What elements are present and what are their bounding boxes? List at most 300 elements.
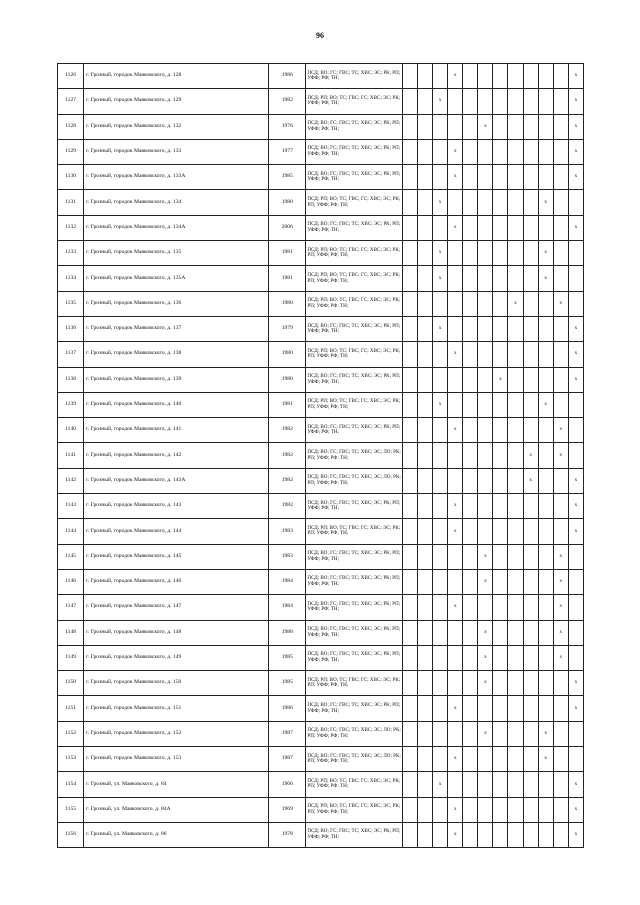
mark-cell: [493, 544, 508, 569]
table-row: [58, 797, 584, 822]
mark-cell: [538, 494, 553, 519]
mark-cell: [553, 367, 568, 392]
mark-cell: [493, 671, 508, 696]
mark-cell: [553, 139, 568, 164]
address-cell: г. Грозный, городок Маяковского, д. 151: [84, 696, 269, 721]
mark-cell: [478, 367, 493, 392]
mark-cell: [463, 772, 478, 797]
work-codes-cell: ПСД; ВО; ГС; ГВС; ТС; ХВС; ЭС; РК; РП; УФФ; РФ; ТН;: [306, 645, 403, 670]
table-row: [58, 494, 584, 519]
housing-register-table: [57, 63, 584, 848]
mark-cell: [433, 494, 448, 519]
row-number-cell: 1135: [58, 291, 84, 316]
mark-cell: [418, 241, 433, 266]
mark-cell: x: [523, 468, 538, 493]
mark-cell: [493, 114, 508, 139]
mark-cell: [508, 64, 523, 89]
mark-cell: x: [493, 367, 508, 392]
mark-cell: [448, 190, 463, 215]
mark-cell: x: [508, 291, 523, 316]
mark-cell: [478, 291, 493, 316]
mark-cell: [538, 620, 553, 645]
mark-cell: [478, 519, 493, 544]
mark-cell: [478, 443, 493, 468]
table-row: [58, 569, 584, 594]
mark-cell: [402, 822, 417, 847]
mark-cell: [523, 215, 538, 240]
mark-cell: [402, 544, 417, 569]
page-number: 96: [316, 31, 324, 40]
mark-cell: [508, 620, 523, 645]
mark-cell: [448, 266, 463, 291]
address-cell: г. Грозный, городок Маяковского, д. 145: [84, 544, 269, 569]
table-row: [58, 367, 584, 392]
mark-cell: [418, 114, 433, 139]
mark-cell: x: [433, 190, 448, 215]
mark-cell: [478, 241, 493, 266]
mark-cell: [433, 342, 448, 367]
table-row: [58, 772, 584, 797]
mark-cell: [433, 747, 448, 772]
work-codes-cell: ПСД; РП; ВО; ТС; ГВС; ГС; ХВС; ЭС; РК; РП; УФФ; РФ; ТН;: [306, 772, 403, 797]
address-cell: г. Грозный, городок Маяковского, д. 153: [84, 747, 269, 772]
table-row: [58, 645, 584, 670]
mark-cell: [402, 241, 417, 266]
work-codes-cell: ПСД; РП; ВО; ТС; ГВС; ГС; ХВС; ЭС; РК; РП; УФФ; РФ; ТН;: [306, 241, 403, 266]
mark-cell: [493, 620, 508, 645]
mark-cell: [418, 747, 433, 772]
mark-cell: [508, 747, 523, 772]
mark-cell: [523, 367, 538, 392]
year-cell: 1986: [269, 696, 306, 721]
table-row: [58, 544, 584, 569]
mark-cell: [523, 392, 538, 417]
mark-cell: [508, 797, 523, 822]
mark-cell: [418, 721, 433, 746]
mark-cell: [493, 721, 508, 746]
work-codes-cell: ПСД; ВО; ГС; ГВС; ТС; ХВС; ЭС; РК; РП; УФФ; РФ; ТН;: [306, 620, 403, 645]
year-cell: 1982: [269, 468, 306, 493]
mark-cell: x: [448, 696, 463, 721]
row-number-cell: 1136: [58, 316, 84, 341]
address-cell: г. Грозный, городок Маяковского, д. 132: [84, 114, 269, 139]
year-cell: 1980: [269, 342, 306, 367]
table-row: [58, 241, 584, 266]
mark-cell: [508, 494, 523, 519]
mark-cell: [402, 595, 417, 620]
mark-cell: [493, 797, 508, 822]
mark-cell: [463, 721, 478, 746]
mark-cell: [478, 822, 493, 847]
mark-cell: [478, 266, 493, 291]
mark-cell: x: [568, 468, 583, 493]
mark-cell: x: [478, 645, 493, 670]
row-number-cell: 1131: [58, 190, 84, 215]
mark-cell: [493, 64, 508, 89]
year-cell: 1982: [269, 89, 306, 114]
mark-cell: [463, 114, 478, 139]
row-number-cell: 1156: [58, 822, 84, 847]
mark-cell: [508, 544, 523, 569]
address-cell: г. Грозный, городок Маяковского, д. 140: [84, 392, 269, 417]
address-cell: г. Грозный, ул. Маяковского, д. 84: [84, 772, 269, 797]
mark-cell: [508, 822, 523, 847]
mark-cell: [523, 190, 538, 215]
mark-cell: x: [478, 721, 493, 746]
mark-cell: [553, 241, 568, 266]
table-row: [58, 342, 584, 367]
work-codes-cell: ПСД; ВО; ГС; ГВС; ТС; ХВС; ЭС; РК; РП; УФФ; РФ; ТН;: [306, 696, 403, 721]
mark-cell: [508, 645, 523, 670]
mark-cell: [493, 595, 508, 620]
mark-cell: x: [568, 822, 583, 847]
mark-cell: [433, 139, 448, 164]
mark-cell: [433, 468, 448, 493]
row-number-cell: 1154: [58, 772, 84, 797]
address-cell: г. Грозный, городок Маяковского, д. 143: [84, 494, 269, 519]
mark-cell: [553, 468, 568, 493]
mark-cell: x: [553, 595, 568, 620]
mark-cell: x: [448, 215, 463, 240]
mark-cell: x: [433, 772, 448, 797]
mark-cell: [418, 64, 433, 89]
row-number-cell: 1151: [58, 696, 84, 721]
mark-cell: [478, 595, 493, 620]
row-number-cell: 1138: [58, 367, 84, 392]
address-cell: г. Грозный, городок Маяковского, д. 128: [84, 64, 269, 89]
mark-cell: [553, 494, 568, 519]
mark-cell: [538, 139, 553, 164]
mark-cell: [508, 342, 523, 367]
mark-cell: [478, 494, 493, 519]
mark-cell: [508, 468, 523, 493]
mark-cell: [523, 797, 538, 822]
mark-cell: [433, 721, 448, 746]
mark-cell: [433, 671, 448, 696]
mark-cell: [493, 822, 508, 847]
mark-cell: x: [568, 89, 583, 114]
mark-cell: [418, 165, 433, 190]
mark-cell: [523, 569, 538, 594]
mark-cell: [568, 291, 583, 316]
mark-cell: [448, 241, 463, 266]
mark-cell: [523, 342, 538, 367]
mark-cell: [402, 747, 417, 772]
mark-cell: x: [448, 519, 463, 544]
mark-cell: [493, 772, 508, 797]
mark-cell: [463, 620, 478, 645]
mark-cell: [418, 569, 433, 594]
year-cell: 1979: [269, 316, 306, 341]
mark-cell: [402, 696, 417, 721]
mark-cell: [508, 190, 523, 215]
mark-cell: [433, 595, 448, 620]
mark-cell: [508, 316, 523, 341]
mark-cell: [418, 468, 433, 493]
mark-cell: [478, 215, 493, 240]
table-row: [58, 747, 584, 772]
mark-cell: [568, 569, 583, 594]
year-cell: 2006: [269, 215, 306, 240]
mark-cell: [418, 443, 433, 468]
mark-cell: [448, 544, 463, 569]
mark-cell: [402, 316, 417, 341]
mark-cell: [523, 114, 538, 139]
mark-cell: [553, 392, 568, 417]
mark-cell: [418, 367, 433, 392]
mark-cell: x: [553, 645, 568, 670]
mark-cell: [448, 569, 463, 594]
year-cell: 1980: [269, 367, 306, 392]
mark-cell: [553, 696, 568, 721]
mark-cell: [523, 519, 538, 544]
address-cell: г. Грозный, ул. Маяковского, д. 86: [84, 822, 269, 847]
mark-cell: x: [538, 721, 553, 746]
mark-cell: [553, 266, 568, 291]
address-cell: г. Грозный, городок Маяковского, д. 135А: [84, 266, 269, 291]
address-cell: г. Грозный, городок Маяковского, д. 133А: [84, 165, 269, 190]
mark-cell: [402, 114, 417, 139]
address-cell: г. Грозный, городок Маяковского, д. 135: [84, 241, 269, 266]
mark-cell: [478, 392, 493, 417]
mark-cell: [433, 291, 448, 316]
table-row: [58, 89, 584, 114]
mark-cell: x: [448, 342, 463, 367]
mark-cell: [553, 747, 568, 772]
mark-cell: [538, 165, 553, 190]
mark-cell: [508, 367, 523, 392]
mark-cell: x: [568, 494, 583, 519]
mark-cell: [402, 772, 417, 797]
address-cell: г. Грозный, городок Маяковского, д. 143А: [84, 468, 269, 493]
mark-cell: [553, 316, 568, 341]
year-cell: 1988: [269, 620, 306, 645]
mark-cell: [402, 468, 417, 493]
mark-cell: x: [448, 418, 463, 443]
mark-cell: x: [448, 64, 463, 89]
mark-cell: [402, 721, 417, 746]
mark-cell: x: [553, 569, 568, 594]
year-cell: 1987: [269, 721, 306, 746]
work-codes-cell: ПСД; ВО; ГС; ГВС; ТС; ХВС; ЭС; РК; РП; УФФ; РФ; ТН;: [306, 569, 403, 594]
mark-cell: [523, 139, 538, 164]
mark-cell: [493, 645, 508, 670]
mark-cell: [402, 797, 417, 822]
mark-cell: [463, 392, 478, 417]
mark-cell: [493, 494, 508, 519]
mark-cell: [538, 291, 553, 316]
mark-cell: [433, 696, 448, 721]
year-cell: 1981: [269, 392, 306, 417]
mark-cell: [508, 519, 523, 544]
mark-cell: [402, 367, 417, 392]
address-cell: г. Грозный, городок Маяковского, д. 150: [84, 671, 269, 696]
mark-cell: [553, 190, 568, 215]
mark-cell: x: [478, 544, 493, 569]
mark-cell: [508, 569, 523, 594]
mark-cell: [402, 64, 417, 89]
mark-cell: [463, 165, 478, 190]
table-row: [58, 696, 584, 721]
mark-cell: [478, 89, 493, 114]
mark-cell: x: [448, 822, 463, 847]
mark-cell: [538, 696, 553, 721]
mark-cell: [418, 544, 433, 569]
mark-cell: [493, 291, 508, 316]
mark-cell: x: [568, 139, 583, 164]
year-cell: 1983: [269, 519, 306, 544]
mark-cell: [433, 64, 448, 89]
year-cell: 1984: [269, 595, 306, 620]
mark-cell: x: [538, 190, 553, 215]
mark-cell: [478, 696, 493, 721]
mark-cell: [568, 241, 583, 266]
mark-cell: [418, 671, 433, 696]
mark-cell: [553, 215, 568, 240]
year-cell: 1984: [269, 569, 306, 594]
table-row: [58, 139, 584, 164]
mark-cell: [418, 822, 433, 847]
mark-cell: [508, 696, 523, 721]
year-cell: 1982: [269, 418, 306, 443]
table-row: [58, 190, 584, 215]
table-row: [58, 114, 584, 139]
work-codes-cell: ПСД; РП; ВО; ТС; ГВС; ГС; ХВС; ЭС; РК; УФФ; РФ; ТН;: [306, 89, 403, 114]
mark-cell: x: [568, 797, 583, 822]
year-cell: 1987: [269, 747, 306, 772]
mark-cell: x: [448, 494, 463, 519]
mark-cell: [463, 544, 478, 569]
mark-cell: x: [433, 266, 448, 291]
mark-cell: [538, 114, 553, 139]
mark-cell: [448, 316, 463, 341]
mark-cell: [493, 747, 508, 772]
row-number-cell: 1143: [58, 494, 84, 519]
mark-cell: [478, 747, 493, 772]
mark-cell: [418, 342, 433, 367]
mark-cell: [523, 494, 538, 519]
mark-cell: [402, 671, 417, 696]
mark-cell: [418, 89, 433, 114]
mark-cell: [418, 519, 433, 544]
year-cell: 1986: [269, 64, 306, 89]
mark-cell: [402, 519, 417, 544]
row-number-cell: 1134: [58, 266, 84, 291]
address-cell: г. Грозный, городок Маяковского, д. 138: [84, 342, 269, 367]
mark-cell: [402, 418, 417, 443]
mark-cell: [493, 316, 508, 341]
table-row: [58, 671, 584, 696]
work-codes-cell: ПСД; ВО; ГС; ГВС; ТС; ХВС; ЭС; РК; РП; УФФ; РФ; ТН;: [306, 418, 403, 443]
work-codes-cell: ПСД; РП; ВО; ТС; ГВС; ГС; ХВС; ЭС; РК; РП; УФФ; РФ; ТН;: [306, 519, 403, 544]
mark-cell: [538, 342, 553, 367]
row-number-cell: 1145: [58, 544, 84, 569]
mark-cell: [418, 392, 433, 417]
mark-cell: [553, 165, 568, 190]
mark-cell: [402, 291, 417, 316]
mark-cell: [463, 316, 478, 341]
mark-cell: [538, 595, 553, 620]
mark-cell: [433, 822, 448, 847]
mark-cell: [508, 89, 523, 114]
mark-cell: [448, 620, 463, 645]
work-codes-cell: ПСД; РП; ВО; ТС; ГВС; ГС; ХВС; ЭС; РК; РП; УФФ; РФ; ТН;: [306, 190, 403, 215]
table-row: [58, 418, 584, 443]
mark-cell: [523, 696, 538, 721]
mark-cell: [448, 367, 463, 392]
mark-cell: [463, 64, 478, 89]
mark-cell: [568, 645, 583, 670]
year-cell: 1982: [269, 494, 306, 519]
mark-cell: [418, 696, 433, 721]
year-cell: 1985: [269, 671, 306, 696]
mark-cell: [538, 671, 553, 696]
mark-cell: [523, 418, 538, 443]
mark-cell: x: [553, 544, 568, 569]
mark-cell: [493, 89, 508, 114]
address-cell: г. Грозный, городок Маяковского, д. 134: [84, 190, 269, 215]
mark-cell: [478, 342, 493, 367]
address-cell: г. Грозный, ул. Маяковского, д. 84А: [84, 797, 269, 822]
mark-cell: [448, 89, 463, 114]
mark-cell: [568, 721, 583, 746]
work-codes-cell: ПСД; ВО; ГС; ГВС; ТС; ХВС; ЭС; РК; РП; УФФ; РФ; ТН;: [306, 544, 403, 569]
mark-cell: x: [523, 443, 538, 468]
mark-cell: [493, 190, 508, 215]
work-codes-cell: ПСД; РП; ВО; ТС; ГВС; ГС; ХВС; ЭС; РК; РП; УФФ; РФ; ТН;: [306, 797, 403, 822]
mark-cell: [553, 671, 568, 696]
address-cell: г. Грозный, городок Маяковского, д. 147: [84, 595, 269, 620]
mark-cell: [568, 190, 583, 215]
mark-cell: [493, 139, 508, 164]
year-cell: 1980: [269, 291, 306, 316]
mark-cell: [508, 671, 523, 696]
work-codes-cell: ПСД; ВО; ГС; ГВС; ТС; ХВС; ЭС; РК; РП; УФФ; РФ; ТН;: [306, 822, 403, 847]
address-cell: г. Грозный, городок Маяковского, д. 136: [84, 291, 269, 316]
mark-cell: x: [568, 519, 583, 544]
mark-cell: [463, 291, 478, 316]
address-cell: г. Грозный, городок Маяковского, д. 134А: [84, 215, 269, 240]
mark-cell: [523, 671, 538, 696]
mark-cell: [508, 139, 523, 164]
mark-cell: [402, 494, 417, 519]
address-cell: г. Грозный, городок Маяковского, д. 144: [84, 519, 269, 544]
mark-cell: [568, 443, 583, 468]
mark-cell: [568, 266, 583, 291]
mark-cell: [433, 569, 448, 594]
mark-cell: [418, 316, 433, 341]
address-cell: г. Грозный, городок Маяковского, д. 146: [84, 569, 269, 594]
mark-cell: [523, 772, 538, 797]
year-cell: 1981: [269, 241, 306, 266]
mark-cell: [523, 316, 538, 341]
mark-cell: x: [568, 114, 583, 139]
mark-cell: [553, 342, 568, 367]
mark-cell: [433, 645, 448, 670]
mark-cell: [523, 620, 538, 645]
mark-cell: [508, 165, 523, 190]
table-row: [58, 64, 584, 89]
mark-cell: [463, 569, 478, 594]
mark-cell: [478, 190, 493, 215]
mark-cell: x: [568, 671, 583, 696]
mark-cell: [402, 139, 417, 164]
mark-cell: [523, 241, 538, 266]
mark-cell: [402, 569, 417, 594]
mark-cell: x: [448, 797, 463, 822]
year-cell: 1985: [269, 645, 306, 670]
row-number-cell: 1141: [58, 443, 84, 468]
